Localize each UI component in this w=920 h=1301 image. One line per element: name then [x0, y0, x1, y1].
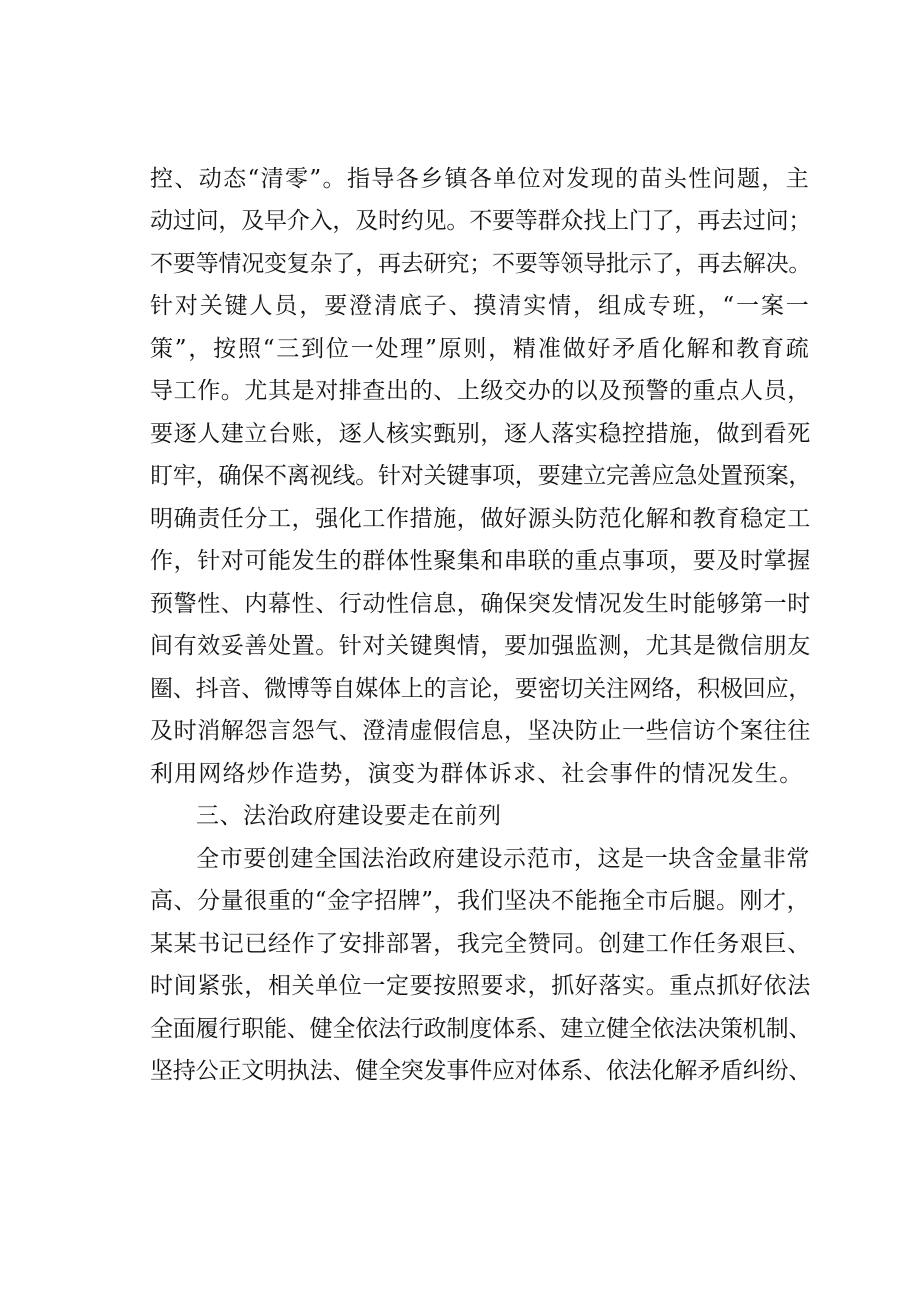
paragraph-2-line: 某某书记已经作了安排部署，我完全赞同。创建工作任务艰巨、	[150, 931, 811, 957]
paragraph-1-line: 针对关键人员，要澄清底子、摸清实情，组成专班，“一案一	[150, 293, 810, 319]
paragraph-1-line: 导工作。尤其是对排查出的、上级交办的以及预警的重点人员，	[150, 378, 811, 404]
paragraph-1-line: 作，针对可能发生的群体性聚集和串联的重点事项，要及时掌握	[150, 548, 811, 574]
paragraph-1-line: 策”，按照“三到位一处理”原则，精准做好矛盾化解和教育疏	[150, 336, 810, 362]
paragraph-1-line: 圈、抖音、微博等自媒体上的言论，要密切关注网络，积极回应，	[150, 676, 812, 702]
paragraph-1-line: 预警性、内幕性、行动性信息，确保突发情况发生时能够第一时	[150, 591, 811, 617]
paragraph-2-line: 时间紧张，相关单位一定要按照要求，抓好落实。重点抓好依法	[150, 973, 811, 999]
paragraph-2-line: 全面履行职能、健全依法行政制度体系、建立健全依法决策机制、	[150, 1016, 812, 1042]
paragraph-2-line: 坚持公正文明执法、健全突发事件应对体系、依法化解矛盾纠纷、	[150, 1058, 812, 1084]
paragraph-1-line: 动过问，及早介入，及时约见。不要等群众找上门了，再去过问；	[150, 208, 812, 234]
paragraph-1-line: 及时消解怨言怨气、澄清虚假信息，坚决防止一些信访个案往往	[150, 718, 811, 744]
paragraph-1-line: 盯牢，确保不离视线。针对关键事项，要建立完善应急处置预案，	[150, 463, 812, 489]
paragraph-1-line: 明确责任分工，强化工作措施，做好源头防范化解和教育稳定工	[150, 506, 811, 532]
paragraph-2-first-line: 全市要创建全国法治政府建设示范市，这是一块含金量非常	[196, 846, 810, 872]
section-heading: 三、法治政府建设要走在前列	[196, 803, 502, 829]
paragraph-1-line: 不要等情况变复杂了，再去研究；不要等领导批示了，再去解决。	[150, 251, 812, 277]
paragraph-1-last-line: 利用网络炒作造势，演变为群体诉求、社会事件的情况发生。	[150, 761, 804, 787]
paragraph-1-line: 控、动态“清零”。指导各乡镇各单位对发现的苗头性问题，主	[150, 166, 810, 192]
paragraph-1-line: 要逐人建立台账，逐人核实甄别，逐人落实稳控措施，做到看死	[150, 421, 811, 447]
paragraph-2-line: 高、分量很重的“金字招牌”，我们坚决不能拖全市后腿。刚才，	[150, 888, 810, 914]
paragraph-1-line: 间有效妥善处置。针对关键舆情，要加强监测，尤其是微信朋友	[150, 633, 811, 659]
